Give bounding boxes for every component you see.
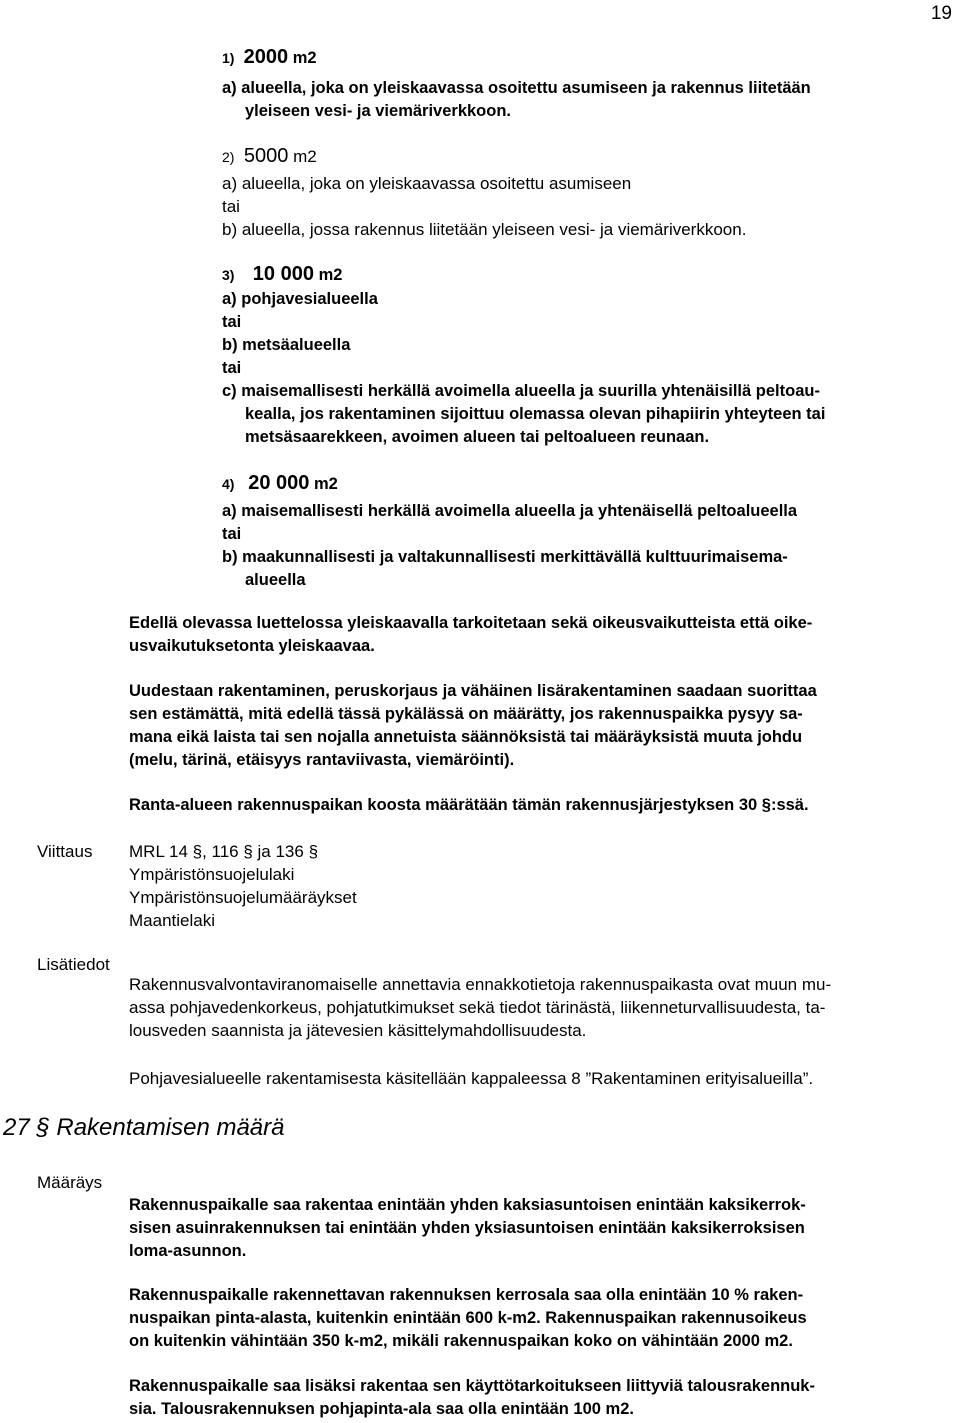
text-line: b) metsäalueella	[222, 336, 351, 354]
area-amount: 20 000	[248, 472, 310, 494]
text-line: tai	[222, 313, 242, 331]
text-line: sisen asuinrakennuksen tai enintään yhden yksiasuntoisen enintään kaksikerroksisen	[129, 1219, 805, 1237]
lisatiedot-paragraph-2	[129, 1067, 813, 1090]
text-line: usvaikutuksetonta yleiskaavaa.	[129, 637, 375, 655]
text-line: a) alueella, joka on yleiskaavassa osoitettu asumiseen	[222, 174, 632, 193]
text-line: sia. Talousrakennuksen pohjapinta-ala saa olla enintään 100 m2.	[129, 1400, 634, 1418]
text-line: a) maisemallisesti herkällä avoimella alueella ja yhtenäisellä peltoalueella	[222, 502, 798, 520]
area-amount: 5000	[243, 145, 289, 167]
area-amount: 10 000	[252, 263, 314, 285]
maarays-paragraph-2	[129, 1284, 807, 1353]
text-line: Rakennuspaikalle saa rakentaa enintään yhden kaksiasuntoisen enintään kaksikerrok-	[129, 1196, 806, 1214]
text-line: Pohjavesialueelle rakentamisesta käsitellään kappaleessa 8 ”Rakentaminen erityisalueilla”.	[129, 1069, 814, 1088]
area-unit: m2	[293, 147, 317, 166]
paragraph-uudestaan	[129, 680, 817, 772]
reference-item: Ympäristönsuojelulaki	[129, 865, 295, 884]
text-line: Ranta-alueen rakennuspaikan koosta määrätään tämän rakennusjärjestyksen 30 §:ssä.	[129, 796, 809, 814]
list-item-number: 3)	[222, 267, 235, 283]
text-line: b) alueella, jossa rakennus liitetään yleiseen vesi- ja viemäriverkkoon.	[222, 220, 747, 239]
maarays-paragraph-1	[129, 1194, 806, 1263]
text-line: nuspaikan pinta-alasta, kuitenkin enintään 600 k-m2. Rakennuspaikan rakennusoikeus	[129, 1309, 807, 1327]
text-line: assa pohjavedenkorkeus, pohjatutkimukset sekä tiedot tärinästä, liikenneturvallisuudesta, ta-	[129, 998, 826, 1017]
paragraph-edella	[129, 612, 812, 658]
list-item-4-heading	[222, 472, 338, 496]
text-line: (melu, tärinä, etäisyys rantaviivasta, viemäröinti).	[129, 751, 515, 769]
viittaus-list	[129, 840, 357, 932]
viittaus-label: Viittaus	[37, 842, 93, 861]
list-item-2-text	[222, 172, 746, 241]
text-line: loma-asunnon.	[129, 1242, 247, 1260]
lisatiedot-label: Lisätiedot	[37, 955, 110, 974]
area-unit: m2	[292, 49, 317, 67]
maarays-paragraph-3	[129, 1375, 815, 1421]
text-line: tai	[222, 359, 242, 377]
text-line: a) alueella, joka on yleiskaavassa osoitettu asumiseen ja rakennus liitetään	[222, 79, 811, 97]
text-line: lousveden saannista ja jätevesien käsittelymahdollisuudesta.	[129, 1021, 587, 1040]
text-line: metsäsaarekkeen, avoimen alueen tai peltoalueen reunaan.	[245, 428, 710, 446]
text-line: Rakennuspaikalle saa lisäksi rakentaa sen käyttötarkoitukseen liittyviä talousrakennuk-	[129, 1377, 815, 1395]
text-line: on kuitenkin vähintään 350 k-m2, mikäli rakennuspaikan koko on vähintään 2000 m2.	[129, 1332, 793, 1350]
text-line: Rakennuspaikalle rakennettavan rakennuksen kerrosala saa olla enintään 10 % raken-	[129, 1286, 804, 1304]
lisatiedot-paragraph-1	[129, 973, 831, 1042]
section-heading: 27 § Rakentamisen määrä	[3, 1114, 285, 1141]
text-line: Rakennusvalvontaviranomaiselle annettavia ennakkotietoja rakennuspaikasta ovat muun mu-	[129, 975, 832, 994]
list-item-1-text	[222, 77, 811, 123]
list-item-number: 2)	[222, 149, 235, 165]
text-line: kealla, jos rakentaminen sijoittuu olemassa olevan pihapiirin yhteyteen tai	[245, 405, 826, 423]
list-item-3-heading	[222, 263, 342, 287]
text-line: yleiseen vesi- ja viemäriverkkoon.	[245, 102, 511, 120]
text-line: tai	[222, 197, 240, 216]
list-item-4-text	[222, 500, 797, 592]
list-item-number: 4)	[222, 476, 235, 492]
text-line: alueella	[245, 571, 306, 589]
text-line: Uudestaan rakentaminen, peruskorjaus ja vähäinen lisärakentaminen saadaan suorittaa	[129, 682, 817, 700]
list-item-number: 1)	[222, 50, 235, 66]
text-line: tai	[222, 525, 242, 543]
list-item-3-text	[222, 288, 825, 449]
page-number: 19	[930, 3, 952, 24]
reference-item: Maantielaki	[129, 911, 215, 930]
text-line: c) maisemallisesti herkällä avoimella alueella ja suurilla yhtenäisillä peltoau-	[222, 382, 820, 400]
area-unit: m2	[318, 266, 343, 284]
text-line: a) pohjavesialueella	[222, 290, 378, 308]
text-line: mana eikä laista tai sen nojalla annetuista säännöksistä tai määräyksistä muuta johdu	[129, 728, 803, 746]
list-item-1-heading	[222, 46, 317, 70]
paragraph-ranta	[129, 794, 809, 817]
area-amount: 2000	[243, 46, 289, 68]
maarays-label: Määräys	[37, 1173, 103, 1192]
text-line: sen estämättä, mitä edellä tässä pykälässä on määrätty, jos rakennuspaikka pysyy sa-	[129, 705, 803, 723]
reference-item: MRL 14 §, 116 § ja 136 §	[129, 842, 319, 861]
text-line: Edellä olevassa luettelossa yleiskaavalla tarkoitetaan sekä oikeusvaikutteista että oike-	[129, 614, 813, 632]
text-line: b) maakunnallisesti ja valtakunnallisesti merkittävällä kulttuurimaisema-	[222, 548, 788, 566]
reference-item: Ympäristönsuojelumääräykset	[129, 888, 357, 907]
list-item-2-heading	[222, 145, 317, 169]
area-unit: m2	[313, 475, 338, 493]
